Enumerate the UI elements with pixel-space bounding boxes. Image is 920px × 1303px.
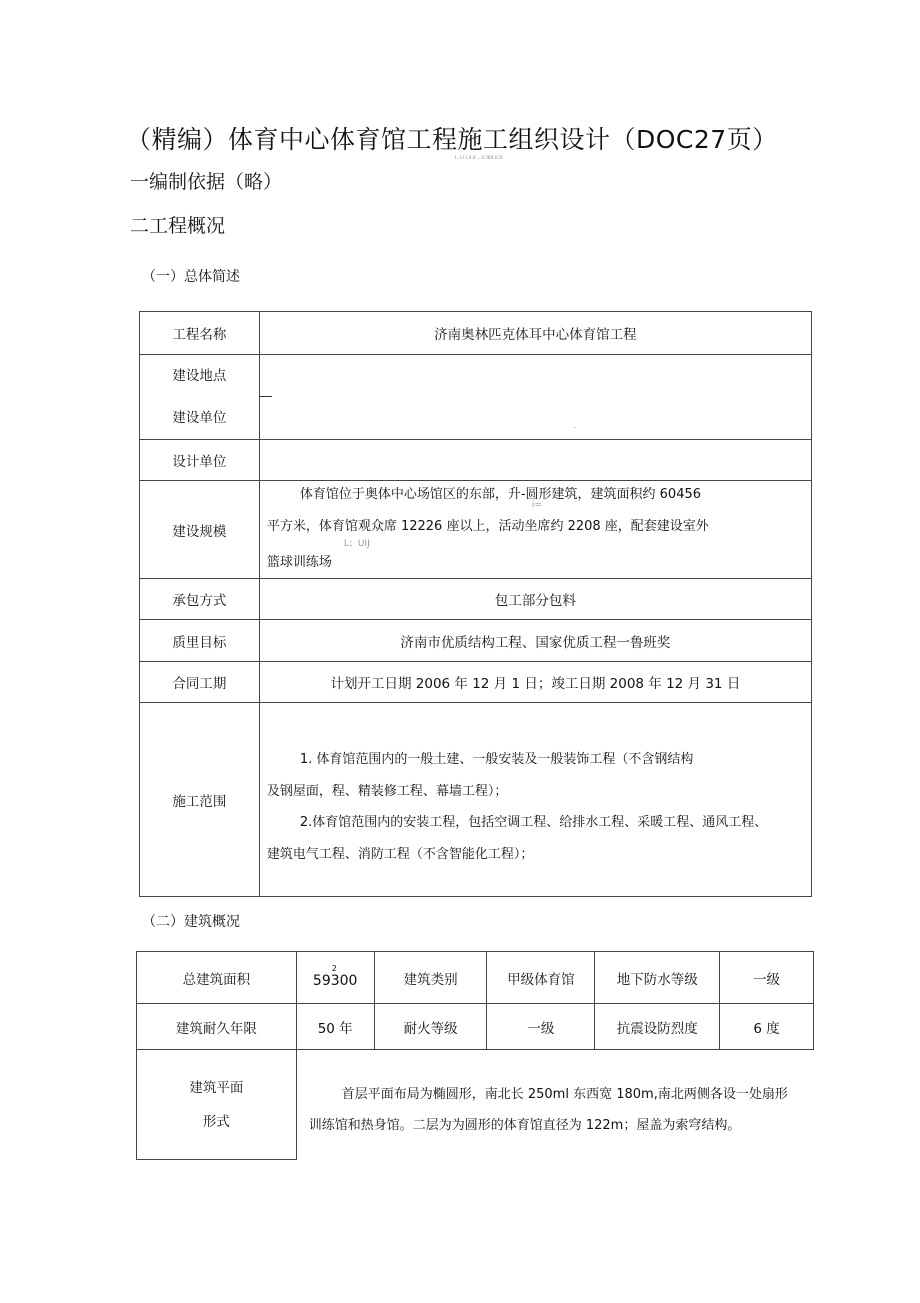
tiny-artifact-text: i..i.i i.ii.ii ...ii.liiii.ii.ll.	[455, 155, 504, 161]
plan-label-2: 形式	[202, 1113, 230, 1130]
category-value: 甲级体育馆	[487, 952, 595, 1004]
area-value: 59300	[312, 972, 358, 989]
area-label: 总建筑面积	[137, 952, 297, 1004]
period-label: 合同工期	[140, 662, 260, 703]
seismic-label: 抗震设防烈度	[595, 1004, 720, 1050]
table-row	[140, 620, 812, 662]
scale-line-1: 体育馆位于奥体中心场馆区的东部，升-圆形建筑，建筑面积约 60456	[299, 487, 702, 502]
waterproof-value: 一级	[720, 952, 814, 1004]
table-row	[137, 1004, 814, 1050]
plan-label-1: 建筑平面	[189, 1079, 244, 1096]
scope-line-3: 2.体育馆范围内的安装工程，包括空调工程、给排水工程、采暖工程、通风工程、	[299, 815, 768, 830]
table-row	[137, 952, 814, 1004]
table-row	[140, 312, 812, 355]
blank-dash	[260, 396, 272, 397]
contract-value: 包工部分包料	[259, 579, 811, 620]
owner-label: 建设单位	[172, 410, 227, 426]
quality-value: 济南市优质结构工程、国家优质工程一鲁班奖	[259, 620, 811, 662]
project-name-label: 工程名称	[140, 312, 260, 355]
scale-value-cell	[259, 481, 811, 579]
heading-overview: 二工程概况	[130, 215, 226, 237]
table-row	[140, 662, 812, 703]
fire-value: 一级	[487, 1004, 595, 1050]
heading-general: （一）总体简述	[142, 269, 240, 285]
table-row	[140, 703, 812, 897]
scope-line-1: 1. 体育馆范围内的一般土建、一般安装及一般装饰工程（不含钢结构	[299, 752, 694, 767]
scope-label: 施工范围	[140, 703, 260, 897]
plan-label-cell	[137, 1050, 297, 1160]
project-name-value: 济南奥林匹克体耳中心体育馆工程	[259, 312, 811, 355]
site-owner-value-cell	[259, 355, 811, 440]
category-label: 建筑类别	[374, 952, 487, 1004]
quality-label: 质里目标	[140, 620, 260, 662]
heading-basis: 一编制依据（略）	[130, 171, 283, 193]
fire-label: 耐火等级	[374, 1004, 487, 1050]
contract-label: 承包方式	[140, 579, 260, 620]
scope-line-4: 建筑电气工程、消防工程（不含智能化工程）；	[266, 847, 534, 862]
scale-line-3: 篮球训练场	[266, 555, 332, 570]
scale-note-1: i=	[531, 500, 542, 510]
area-value-cell	[296, 952, 374, 1004]
waterproof-label: 地下防水等级	[595, 952, 720, 1004]
site-owner-labels	[140, 355, 260, 440]
plan-value-cell	[296, 1050, 813, 1160]
area-superscript: 2	[331, 964, 337, 973]
document-title: （精编）体育中心体育馆工程施工组织设计（DOC27页）	[126, 125, 778, 154]
owner-mark: .	[573, 421, 577, 430]
table-row	[140, 355, 812, 440]
life-label: 建筑耐久年限	[137, 1004, 297, 1050]
general-table	[139, 311, 812, 897]
table-row	[140, 481, 812, 579]
plan-line-1: 首层平面布局为椭圆形，南北长 250ml 东西宽 180m,南北两侧各设一处扇形	[341, 1087, 788, 1102]
scope-line-2: 及钢屋面，程、精装修工程、幕墙工程）；	[266, 784, 508, 799]
scale-line-2: 平方米，体育馆观众席 12226 座以上，活动坐席约 2208 座，配套建设室外	[266, 519, 709, 534]
table-row	[137, 1050, 814, 1160]
life-value: 50 年	[296, 1004, 374, 1050]
plan-line-2: 训练馆和热身馆。二层为为圆形的体育馆直径为 122m；屋盖为索穹结构。	[308, 1118, 741, 1133]
site-label: 建设地点	[172, 368, 227, 384]
table-row	[140, 440, 812, 481]
table-row	[140, 579, 812, 620]
design-value	[259, 440, 811, 481]
period-value: 计划开工日期 2006 年 12 月 1 日；竣工日期 2008 年 12 月 31 日	[259, 662, 811, 703]
scope-value-cell	[259, 703, 811, 897]
scale-label: 建设规模	[140, 481, 260, 579]
scale-note-2: L；UIJ	[343, 539, 370, 549]
heading-building: （二）建筑概况	[142, 914, 240, 930]
design-label: 设计单位	[140, 440, 260, 481]
seismic-value: 6 度	[720, 1004, 814, 1050]
building-table	[136, 951, 814, 1160]
